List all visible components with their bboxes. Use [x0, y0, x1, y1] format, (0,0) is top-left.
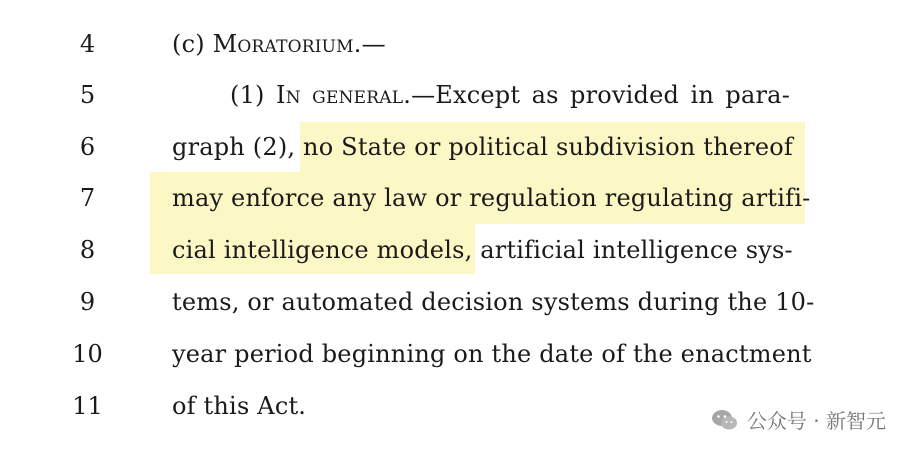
paragraph-heading: In general — [276, 81, 404, 109]
line-7 — [0, 178, 914, 218]
line-number: 9 — [79, 288, 96, 316]
watermark — [711, 405, 886, 434]
wechat-icon — [711, 408, 739, 432]
line-text: tems, or automated decision systems during the 10- — [172, 288, 815, 316]
line-10 — [0, 334, 914, 374]
line-9 — [0, 282, 914, 322]
line-8 — [0, 230, 914, 270]
line-text: cial intelligence models, artificial intelligence sys- — [172, 236, 793, 264]
line-number: 11 — [72, 392, 103, 420]
text-suffix: .—Except as provided in para- — [403, 81, 790, 109]
line-number: 4 — [79, 30, 96, 58]
line-number: 7 — [79, 184, 96, 212]
line-text: year period beginning on the date of the enactment — [172, 340, 812, 368]
line-text: may enforce any law or regulation regulating artifi- — [172, 184, 811, 212]
line-number: 8 — [79, 236, 96, 264]
text-prefix: (c) — [172, 30, 213, 58]
section-heading: Moratorium — [212, 30, 354, 58]
line-text — [230, 75, 790, 115]
line-number: 6 — [79, 133, 96, 161]
line-6 — [0, 127, 914, 167]
line-4 — [0, 24, 914, 64]
line-text: graph (2), no State or political subdivision thereof — [172, 133, 793, 161]
line-number: 5 — [79, 81, 96, 109]
line-number: 10 — [72, 340, 103, 368]
watermark-text: 公众号 · 新智元 — [746, 409, 886, 433]
text-prefix: (1) — [230, 81, 277, 109]
line-5 — [0, 75, 914, 115]
line-text — [172, 24, 790, 64]
line-text: of this Act. — [172, 392, 307, 420]
text-suffix: .— — [353, 30, 386, 58]
